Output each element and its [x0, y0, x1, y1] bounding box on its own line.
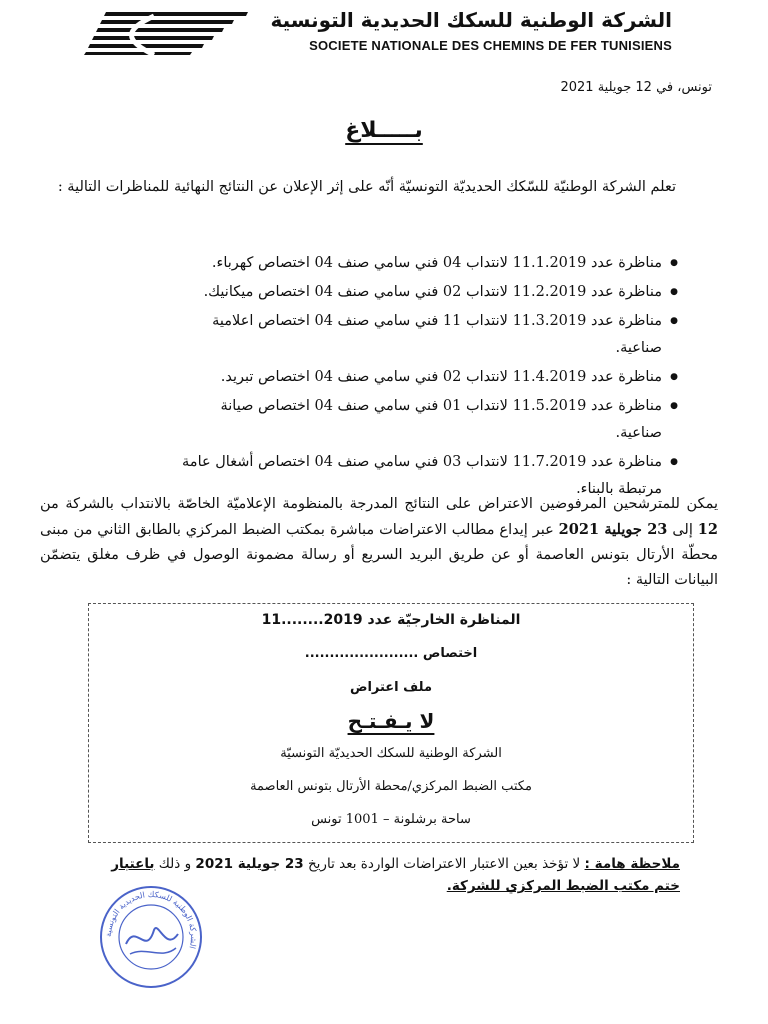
- page-title: بـــــلاغ: [345, 118, 423, 143]
- intro-paragraph: تعلم الشركة الوطنيّة للسّكك الحديديّة التونسيّة أنّه على إثر الإعلان عن النتائج النهائية للمناظرات التالية :: [57, 179, 676, 195]
- envelope-office: مكتب الضبط المركزي/محطة الأرتال بتونس العاصمة: [250, 779, 532, 794]
- envelope-file-label: ملف اعتراض: [349, 680, 433, 695]
- sncft-logo-icon: [84, 10, 248, 56]
- company-name-french: SOCIETE NATIONALE DES CHEMINS DE FER TUNISIENS: [309, 38, 672, 53]
- list-item: ● مناظرة عدد 11.7.2019 لانتداب 03 فني سامي صنف 04 اختصاص أشغال عامة مرتبطة بالبناء.: [70, 449, 676, 503]
- date-line: تونس، في 12 جويلية 2021: [560, 80, 712, 95]
- envelope-template-box: [88, 603, 694, 843]
- company-name-arabic: الشركة الوطنية للسكك الحديدية التونسية: [270, 8, 672, 32]
- envelope-specialty-line: اختصاص .......................: [304, 646, 478, 661]
- list-item: ● مناظرة عدد 11.1.2019 لانتداب 04 فني سامي صنف 04 اختصاص كهرباء.: [70, 250, 676, 277]
- competitions-list: [70, 250, 676, 505]
- stamp-text: الشركة الوطنية للسكك الحديدية التونسية: [103, 889, 199, 950]
- list-item: ● مناظرة عدد 11.5.2019 لانتداب 01 فني سامي صنف 04 اختصاص صيانة صناعية.: [70, 393, 676, 447]
- envelope-do-not-open: لا يـفـتـح: [347, 709, 435, 733]
- list-item: ● مناظرة عدد 11.2.2019 لانتداب 02 فني سامي صنف 04 اختصاص ميكانيك.: [70, 279, 676, 306]
- envelope-address: ساحة برشلونة – 1001 تونس: [311, 812, 471, 827]
- envelope-company: الشركة الوطنية للسكك الحديديّة التونسيّة: [280, 746, 502, 761]
- list-item: ● مناظرة عدد 11.3.2019 لانتداب 11 فني سامي صنف 04 اختصاص اعلامية صناعية.: [70, 308, 676, 362]
- envelope-competition-line: المناظرة الخارجيّة عدد 2019........11: [261, 612, 521, 628]
- official-stamp-icon: [96, 882, 206, 992]
- list-item: ● مناظرة عدد 11.4.2019 لانتداب 02 فني سامي صنف 04 اختصاص تبريد.: [70, 364, 676, 391]
- objection-instructions-paragraph: يمكن للمترشحين المرفوضين الاعتراض على النتائج المدرجة بالمنظومة الإعلاميّة الخاصّة بالانتداب بالشركة من 12 إلى 23 جويلية 2021 عبر إيداع مطالب الاعتراضات مباشرة بمكتب الضبط المركزي بالطابق الثاني من مبنى محطّة الأرتال بتونس العاصمة أو عن طريق البريد السريع أو رسالة مضمونة الوصول في ظرف مغلق يتضمّن البيانات التالية :: [40, 496, 718, 588]
- important-note: ملاحظة هامة : لا تؤخذ بعين الاعتبار الاعتراضات الواردة بعد تاريخ 23 جويلية 2021 و ذلك باعتبار ختم مكتب الضبط المركزي للشركة.: [111, 856, 680, 894]
